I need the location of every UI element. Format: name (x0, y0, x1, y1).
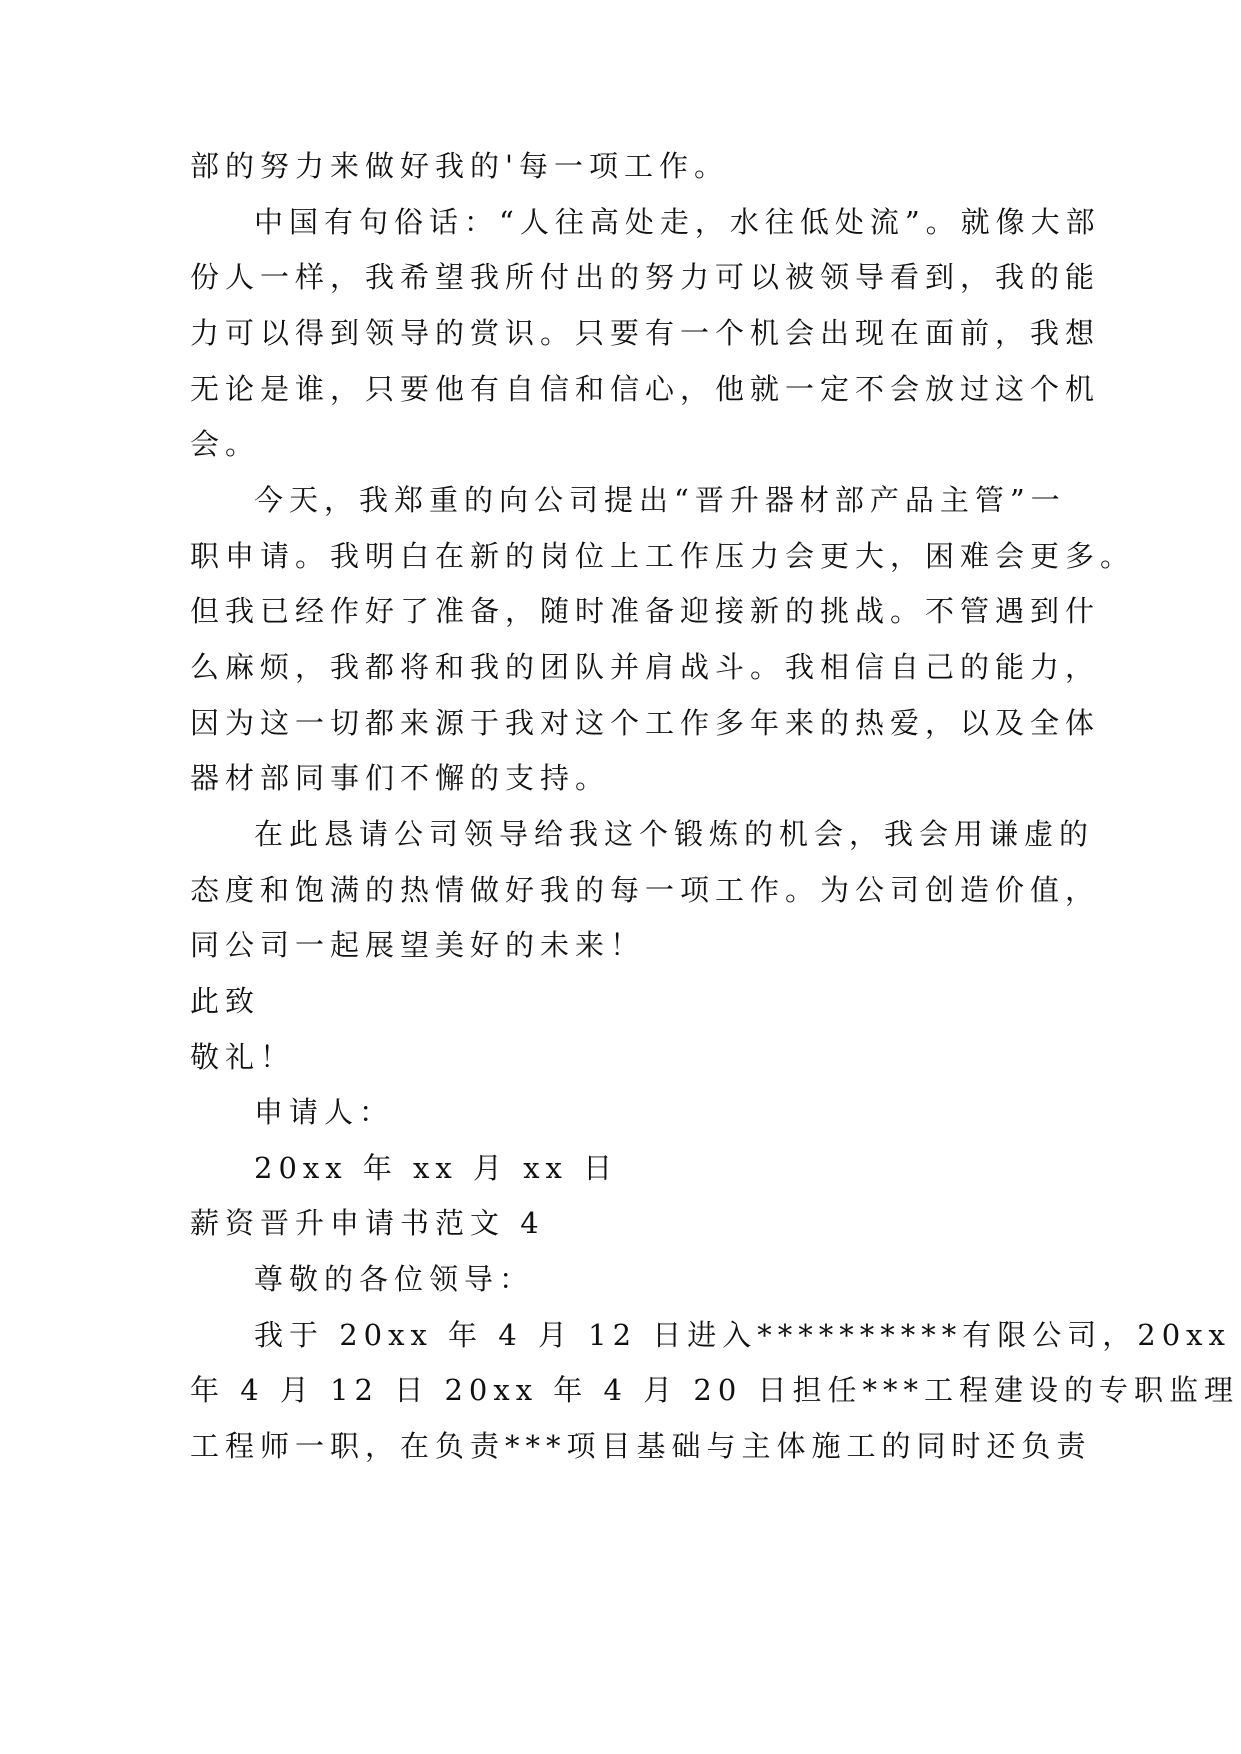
text-line: 态度和饱满的热情做好我的每一项工作。为公司创造价值， (190, 873, 1101, 907)
paragraph-start-line: 今天，我郑重的向公司提出“晋升器材部产品主管”一 (254, 483, 1066, 517)
text-line: 器材部同事们不懈的支持。 (190, 761, 611, 795)
text-line: 么麻烦，我都将和我的团队并肩战斗。我相信自己的能力， (190, 650, 1101, 684)
paragraph-start-line: 中国有句俗话：“人往高处走，水往低处流”。就像大部 (254, 205, 1101, 239)
text-line: 无论是谁，只要他有自信和信心，他就一定不会放过这个机 (190, 372, 1101, 406)
text-line: 因为这一切都来源于我对这个工作多年来的热爱，以及全体 (190, 706, 1101, 740)
text-line: 但我已经作好了准备，随时准备迎接新的挑战。不管遇到什 (190, 594, 1101, 628)
paragraph-start-line: 我于 20xx 年 4 月 12 日进入**********有限公司，20xx (254, 1318, 1231, 1352)
text-line: 份人一样，我希望我所付出的努力可以被领导看到，我的能 (190, 260, 1101, 294)
text-line: 年 4 月 12 日 20xx 年 4 月 20 日担任***工程建设的专职监理 (190, 1373, 1239, 1407)
closing-regards: 敬礼！ (190, 1040, 296, 1074)
date-line: 20xx 年 xx 月 xx 日 (254, 1151, 619, 1185)
greeting-line: 尊敬的各位领导： (254, 1262, 535, 1296)
text-line: 会。 (190, 427, 261, 461)
text-line: 部的努力来做好我的'每一项工作。 (190, 149, 729, 183)
text-line: 工程师一职，在负责***项目基础与主体施工的同时还负责 (190, 1429, 1092, 1463)
text-line: 职申请。我明白在新的岗位上工作压力会更大，困难会更多。 (190, 539, 1136, 573)
section-title: 薪资晋升申请书范文 4 (190, 1206, 545, 1240)
paragraph-start-line: 在此恳请公司领导给我这个锻炼的机会，我会用谦虚的 (254, 817, 1095, 851)
text-line: 力可以得到领导的赏识。只要有一个机会出现在面前，我想 (190, 316, 1101, 350)
closing-salutation: 此致 (190, 984, 261, 1018)
text-line: 同公司一起展望美好的未来！ (190, 928, 646, 962)
applicant-label: 申请人： (254, 1095, 395, 1129)
